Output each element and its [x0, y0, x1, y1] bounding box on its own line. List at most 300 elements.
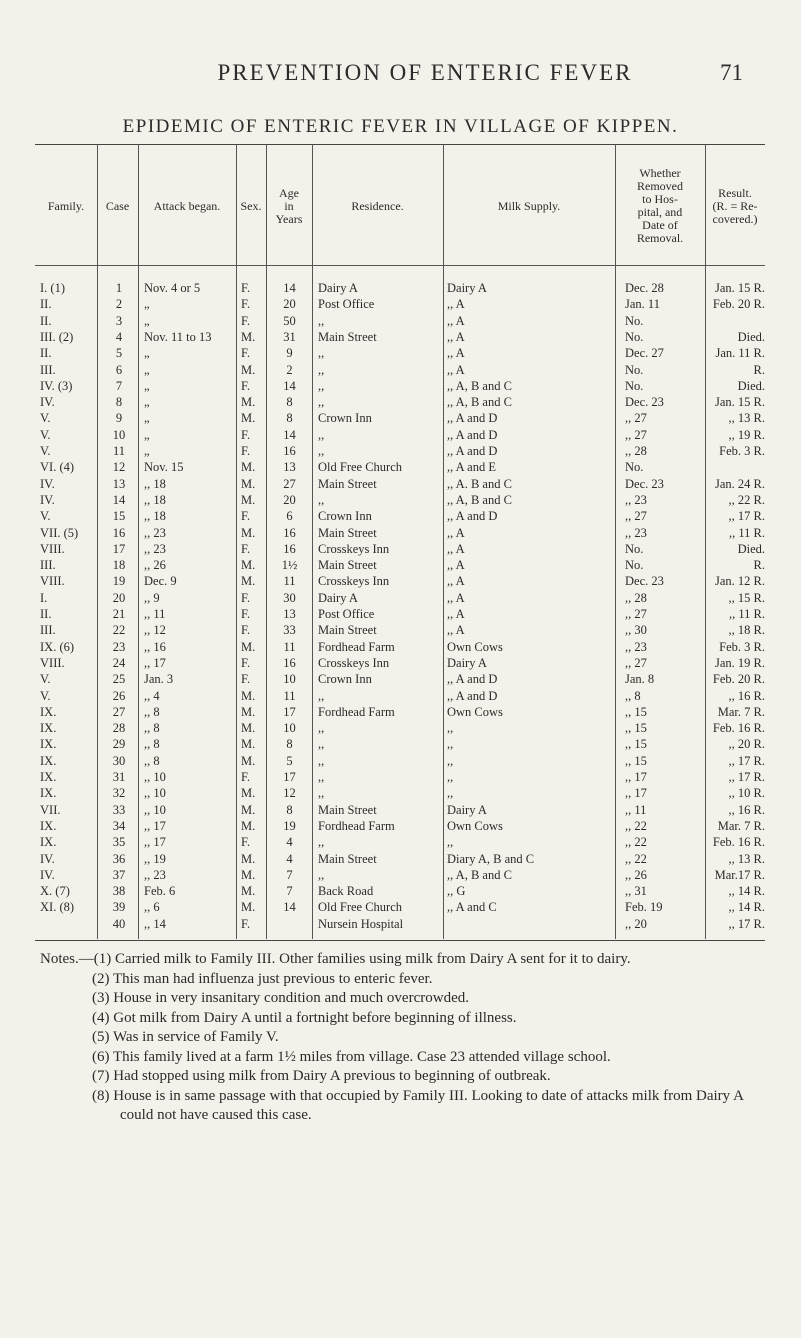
residence-cell: Old Free Church: [318, 460, 403, 475]
sex-cell: F.: [241, 672, 251, 687]
sex-cell: F.: [241, 607, 251, 621]
result-cell: Mar. 7 R.: [717, 818, 765, 833]
family-cell: VII.: [40, 802, 61, 817]
sex-cell: M.: [241, 884, 256, 899]
case-cell: 31: [112, 770, 126, 784]
milk-supply-cell: ,,: [447, 786, 454, 801]
family-cell: I.: [40, 590, 48, 605]
milk-supply-cell: ,, A: [447, 362, 465, 377]
running-head-title: PREVENTION OF ENTERIC FEVER: [217, 60, 633, 85]
milk-supply-cell: ,, A: [447, 558, 465, 573]
table-row: [0, 557, 801, 573]
attack-date-cell: ,, 12: [144, 623, 166, 638]
case-cell: 15: [112, 509, 126, 524]
age-cell: 30: [283, 590, 296, 605]
age-cell: 4: [286, 835, 293, 850]
result-cell: ,, 22 R.: [728, 492, 765, 507]
attack-date-cell: ,, 8: [144, 704, 160, 719]
case-cell: 37: [112, 867, 126, 882]
removal-cell: No.: [625, 558, 644, 573]
family-cell: IX.: [40, 770, 57, 784]
milk-supply-cell: ,,: [447, 753, 454, 768]
attack-date-cell: „: [144, 297, 150, 312]
milk-supply-cell: ,, A: [447, 313, 465, 328]
family-cell: III.: [40, 558, 56, 573]
family-cell: I. (1): [40, 281, 65, 295]
case-cell: 30: [112, 753, 126, 768]
table-bottom-rule: [35, 940, 765, 941]
residence-cell: ,,: [318, 770, 325, 784]
sex-cell: F.: [241, 770, 251, 784]
header-milk-supply: Milk Supply.: [497, 198, 561, 213]
removal-cell: ,, 28: [625, 444, 647, 458]
family-cell: V.: [40, 509, 51, 524]
removal-cell: ,, 15: [625, 704, 647, 719]
result-cell: R.: [753, 558, 765, 573]
table-row: [0, 280, 801, 296]
age-cell: 2: [286, 362, 293, 377]
attack-date-cell: „: [144, 362, 150, 377]
case-cell: 27: [112, 704, 126, 719]
attack-date-cell: ,, 18: [144, 509, 166, 524]
result-cell: Mar.17 R.: [714, 867, 765, 882]
milk-supply-cell: Diary A, B and C: [447, 851, 535, 866]
case-cell: 32: [112, 786, 126, 801]
removal-cell: ,, 23: [625, 639, 647, 654]
table-row: [0, 671, 801, 687]
family-cell: V.: [40, 688, 51, 703]
note: (5) Was in service of Family V.: [92, 1029, 279, 1045]
sex-cell: F.: [241, 297, 251, 312]
residence-cell: Back Road: [318, 884, 374, 899]
sex-cell: F.: [241, 835, 251, 850]
milk-supply-cell: ,, A: [447, 346, 465, 361]
removal-cell: Jan. 8: [625, 672, 655, 687]
family-cell: IX.: [40, 786, 57, 801]
result-cell: ,, 16 R.: [728, 688, 765, 703]
residence-cell: ,,: [318, 786, 325, 801]
age-cell: 12: [283, 786, 296, 801]
result-cell: ,, 10 R.: [728, 786, 765, 801]
residence-cell: ,,: [318, 835, 325, 850]
milk-supply-cell: ,, A and D: [447, 411, 498, 426]
milk-supply-cell: Dairy A: [447, 281, 487, 295]
family-cell: X. (7): [40, 884, 70, 899]
sex-cell: M.: [241, 867, 256, 882]
case-cell: 2: [115, 297, 123, 312]
family-cell: IX.: [40, 704, 57, 719]
case-cell: 21: [112, 607, 126, 621]
attack-date-cell: ,, 23: [144, 541, 166, 556]
residence-cell: ,,: [318, 867, 325, 882]
attack-date-cell: ,, 23: [144, 867, 166, 882]
result-cell: Feb. 20 R.: [712, 297, 765, 312]
age-cell: 8: [286, 802, 293, 817]
result-cell: Jan. 11 R.: [715, 346, 765, 361]
removal-cell: Dec. 23: [625, 476, 664, 491]
residence-cell: Main Street: [318, 623, 377, 638]
note: Notes.—(1) Carried milk to Family III. Other families using milk from Dairy A sent for it to dairy.: [40, 951, 631, 967]
age-cell: 14: [283, 281, 296, 295]
milk-supply-cell: ,, A, B and C: [447, 395, 512, 410]
attack-date-cell: ,, 10: [144, 770, 166, 784]
sex-cell: F.: [241, 509, 251, 524]
milk-supply-cell: ,, A and D: [447, 688, 498, 703]
age-cell: 14: [283, 427, 296, 442]
result-cell: ,, 20 R.: [728, 737, 765, 752]
removal-cell: ,, 23: [625, 492, 647, 507]
table-row: [0, 329, 801, 345]
age-cell: 6: [286, 509, 293, 524]
removal-cell: ,, 27: [625, 427, 647, 442]
sex-cell: M.: [241, 818, 256, 833]
table-row: [0, 688, 801, 704]
case-cell: 33: [112, 802, 126, 817]
milk-supply-cell: ,, A. B and C: [447, 476, 512, 491]
age-cell: 9: [286, 346, 293, 361]
table-row: [0, 508, 801, 524]
table-top-rule: [35, 144, 765, 145]
age-cell: 1½: [281, 558, 298, 573]
family-cell: IX.: [40, 721, 57, 736]
residence-cell: Post Office: [318, 607, 375, 621]
attack-date-cell: „: [144, 427, 150, 442]
sex-cell: F.: [241, 313, 251, 328]
removal-cell: ,, 8: [625, 688, 641, 703]
case-cell: 39: [112, 900, 126, 915]
attack-date-cell: ,, 18: [144, 476, 166, 491]
family-cell: IX.: [40, 753, 57, 768]
residence-cell: ,,: [318, 492, 325, 507]
age-cell: 20: [283, 492, 296, 507]
sex-cell: M.: [241, 802, 256, 817]
sex-cell: M.: [241, 704, 256, 719]
milk-supply-cell: ,, A: [447, 574, 465, 589]
age-cell: 14: [283, 900, 296, 915]
case-cell: 29: [112, 737, 126, 752]
case-cell: 17: [112, 541, 126, 556]
sex-cell: M.: [241, 460, 256, 475]
sex-cell: M.: [241, 851, 256, 866]
removal-cell: ,, 15: [625, 753, 647, 768]
table-row: [0, 362, 801, 378]
age-cell: 4: [286, 851, 293, 866]
attack-date-cell: ,, 8: [144, 721, 160, 736]
residence-cell: Dairy A: [318, 590, 358, 605]
table-row: [0, 313, 801, 329]
case-cell: 34: [112, 818, 126, 833]
result-cell: Feb. 20 R.: [712, 672, 765, 687]
milk-supply-cell: ,, A: [447, 525, 465, 540]
sex-cell: F.: [241, 378, 251, 393]
milk-supply-cell: ,,: [447, 835, 454, 850]
case-cell: 18: [112, 558, 126, 573]
milk-supply-cell: ,, A: [447, 623, 465, 638]
attack-date-cell: ,, 11: [144, 607, 166, 621]
family-cell: IV.: [40, 851, 55, 866]
milk-supply-cell: ,, A: [447, 297, 465, 312]
case-cell: 5: [115, 346, 123, 361]
family-cell: II.: [40, 607, 52, 621]
header-result: Result. (R. = Re- covered.): [712, 185, 758, 226]
age-cell: 8: [286, 395, 293, 410]
milk-supply-cell: Own Cows: [447, 704, 503, 719]
attack-date-cell: „: [144, 313, 150, 328]
attack-date-cell: ,, 8: [144, 737, 160, 752]
case-cell: 19: [112, 574, 126, 589]
removal-cell: ,, 23: [625, 525, 647, 540]
attack-date-cell: ,, 17: [144, 655, 166, 670]
family-cell: VIII.: [40, 655, 65, 670]
age-cell: 20: [283, 297, 296, 312]
milk-supply-cell: ,, A: [447, 329, 465, 344]
age-cell: 14: [283, 378, 296, 393]
removal-cell: ,, 27: [625, 655, 647, 670]
age-cell: 16: [283, 541, 296, 556]
attack-date-cell: Nov. 4 or 5: [144, 281, 201, 295]
residence-cell: Main Street: [318, 851, 377, 866]
result-cell: Jan. 19 R.: [715, 655, 765, 670]
table-row: [0, 410, 801, 426]
age-cell: 17: [283, 704, 296, 719]
milk-supply-cell: ,,: [447, 770, 454, 784]
residence-cell: Main Street: [318, 476, 377, 491]
sex-cell: F.: [241, 444, 251, 458]
age-cell: 11: [283, 688, 296, 703]
age-cell: 8: [286, 411, 293, 426]
table-row: [0, 443, 801, 459]
family-cell: III.: [40, 623, 56, 638]
family-cell: IV.: [40, 492, 55, 507]
result-cell: ,, 17 R.: [728, 509, 765, 524]
table-row: [0, 818, 801, 834]
result-cell: ,, 11 R.: [729, 525, 765, 540]
sex-cell: M.: [241, 329, 256, 344]
case-cell: 26: [112, 688, 126, 703]
milk-supply-cell: ,, A: [447, 607, 465, 621]
removal-cell: Dec. 23: [625, 395, 664, 410]
table-row: [0, 736, 801, 752]
table-row: [0, 916, 801, 932]
attack-date-cell: ,, 14: [144, 916, 166, 931]
age-cell: 13: [283, 460, 296, 475]
milk-supply-cell: ,, A, B and C: [447, 867, 512, 882]
family-cell: V.: [40, 411, 51, 426]
attack-date-cell: Feb. 6: [144, 884, 176, 899]
removal-cell: Feb. 19: [625, 900, 663, 915]
case-cell: 35: [112, 835, 126, 850]
family-cell: VIII.: [40, 541, 65, 556]
table-row: [0, 606, 801, 622]
case-cell: 11: [112, 444, 126, 458]
milk-supply-cell: ,, A: [447, 541, 465, 556]
case-cell: 14: [112, 492, 126, 507]
result-cell: Jan. 15 R.: [715, 281, 765, 295]
table-row: [0, 378, 801, 394]
note: (8) House is in same passage with that occupied by Family III. Looking to date of attacks milk from Dairy A could not have caused this case.: [92, 1087, 744, 1123]
milk-supply-cell: ,, A and D: [447, 444, 498, 458]
residence-cell: ,,: [318, 395, 325, 410]
attack-date-cell: ,, 26: [144, 558, 166, 573]
attack-date-cell: ,, 10: [144, 786, 166, 801]
family-cell: IV. (3): [40, 378, 73, 393]
age-cell: 17: [283, 770, 296, 784]
case-cell: 9: [115, 411, 123, 426]
sex-cell: M.: [241, 721, 256, 736]
case-cell: 7: [115, 378, 123, 393]
result-cell: Died.: [737, 541, 765, 556]
sex-cell: F.: [241, 281, 251, 295]
result-cell: Died.: [737, 329, 765, 344]
note: (4) Got milk from Dairy A until a fortnight before beginning of illness.: [92, 1009, 517, 1026]
removal-cell: ,, 27: [625, 607, 647, 621]
removal-cell: ,, 27: [625, 509, 647, 524]
attack-date-cell: „: [144, 395, 150, 410]
family-cell: II.: [40, 297, 52, 312]
sex-cell: M.: [241, 688, 256, 703]
table-row: [0, 394, 801, 410]
case-cell: 3: [115, 313, 123, 328]
residence-cell: ,,: [318, 346, 325, 361]
removal-cell: ,, 30: [625, 623, 647, 638]
attack-date-cell: ,, 8: [144, 753, 160, 768]
milk-supply-cell: ,, G: [447, 884, 466, 899]
milk-supply-cell: ,,: [447, 737, 454, 752]
removal-cell: No.: [625, 313, 644, 328]
sex-cell: F.: [241, 427, 251, 442]
case-cell: 12: [112, 460, 126, 475]
result-cell: Jan. 12 R.: [715, 574, 765, 589]
result-cell: ,, 14 R.: [728, 884, 765, 899]
age-cell: 27: [283, 476, 296, 491]
attack-date-cell: Jan. 3: [144, 672, 174, 687]
residence-cell: Nursein Hospital: [318, 916, 404, 931]
table-row: [0, 851, 801, 867]
milk-supply-cell: ,, A and D: [447, 672, 498, 687]
sex-cell: M.: [241, 900, 256, 915]
case-cell: 25: [112, 672, 126, 687]
residence-cell: ,,: [318, 313, 325, 328]
attack-date-cell: ,, 23: [144, 525, 166, 540]
removal-cell: ,, 22: [625, 818, 647, 833]
attack-date-cell: ,, 18: [144, 492, 166, 507]
table-row: [0, 720, 801, 736]
result-cell: ,, 17 R.: [728, 770, 765, 784]
table-row: [0, 704, 801, 720]
removal-cell: ,, 11: [625, 802, 647, 817]
attack-date-cell: Nov. 15: [144, 460, 184, 475]
age-cell: 8: [286, 737, 293, 752]
case-cell: 1: [115, 281, 123, 295]
table-row: [0, 622, 801, 638]
residence-cell: ,,: [318, 737, 325, 752]
sex-cell: M.: [241, 558, 256, 573]
sex-cell: M.: [241, 525, 256, 540]
header-rule: [35, 265, 765, 266]
result-cell: ,, 17 R.: [728, 916, 765, 931]
case-cell: 16: [112, 525, 126, 540]
table-row: [0, 639, 801, 655]
case-cell: 24: [112, 655, 126, 670]
age-cell: 10: [283, 672, 296, 687]
result-cell: Jan. 24 R.: [715, 476, 765, 491]
table-row: [0, 590, 801, 606]
notes: [40, 950, 770, 1126]
family-cell: III.: [40, 362, 56, 377]
residence-cell: ,,: [318, 753, 325, 768]
note: (2) This man had influenza just previous to enteric fever.: [92, 970, 433, 987]
attack-date-cell: ,, 9: [144, 590, 160, 605]
result-cell: R.: [753, 362, 765, 377]
result-cell: ,, 13 R.: [728, 851, 765, 866]
residence-cell: Main Street: [318, 525, 377, 540]
removal-cell: No.: [625, 541, 644, 556]
attack-date-cell: ,, 19: [144, 851, 166, 866]
family-cell: VI. (4): [40, 460, 75, 475]
attack-date-cell: Nov. 11 to 13: [144, 329, 212, 344]
removal-cell: ,, 20: [625, 916, 647, 931]
case-cell: 22: [112, 623, 126, 638]
removal-cell: No.: [625, 329, 644, 344]
note: (6) This family lived at a farm 1½ miles from village. Case 23 attended village school.: [92, 1048, 611, 1065]
residence-cell: Crosskeys Inn: [318, 655, 390, 670]
residence-cell: Fordhead Farm: [318, 818, 395, 833]
family-cell: IX.: [40, 835, 57, 850]
removal-cell: ,, 27: [625, 411, 647, 426]
note: (7) Had stopped using milk from Dairy A previous to beginning of outbreak.: [92, 1068, 551, 1084]
table-row: [0, 573, 801, 589]
note: (3) House in very insanitary condition and much overcrowded.: [92, 990, 469, 1006]
milk-supply-cell: ,, A, B and C: [447, 492, 512, 507]
sex-cell: F.: [241, 541, 251, 556]
residence-cell: Fordhead Farm: [318, 704, 395, 719]
header-case: Case: [105, 198, 130, 213]
removal-cell: No.: [625, 362, 644, 377]
attack-date-cell: „: [144, 411, 150, 426]
table-row: [0, 525, 801, 541]
result-cell: Mar. 7 R.: [717, 704, 765, 719]
header-attack: Attack began.: [153, 198, 221, 213]
residence-cell: Crosskeys Inn: [318, 541, 390, 556]
sex-cell: M.: [241, 753, 256, 768]
age-cell: 13: [283, 607, 296, 621]
milk-supply-cell: ,, A and C: [447, 900, 497, 915]
age-cell: 16: [283, 444, 296, 458]
table-row: [0, 769, 801, 785]
case-cell: 6: [115, 362, 123, 377]
age-cell: 31: [283, 329, 296, 344]
attack-date-cell: „: [144, 346, 150, 361]
family-cell: V.: [40, 672, 51, 687]
result-cell: Feb. 16 R.: [712, 835, 765, 850]
attack-date-cell: „: [144, 444, 150, 458]
sex-cell: M.: [241, 411, 256, 426]
family-cell: IV.: [40, 867, 55, 882]
residence-cell: Post Office: [318, 297, 375, 312]
residence-cell: Dairy A: [318, 281, 358, 295]
table-row: [0, 655, 801, 671]
header-sex: Sex.: [240, 198, 262, 213]
age-cell: 7: [286, 867, 293, 882]
residence-cell: Old Free Church: [318, 900, 403, 915]
running-head: [0, 60, 801, 90]
result-cell: Feb. 3 R.: [719, 639, 765, 654]
age-cell: 16: [283, 525, 296, 540]
table-row: [0, 785, 801, 801]
family-cell: VIII.: [40, 574, 65, 589]
result-cell: ,, 16 R.: [728, 802, 765, 817]
family-cell: III. (2): [40, 329, 74, 344]
